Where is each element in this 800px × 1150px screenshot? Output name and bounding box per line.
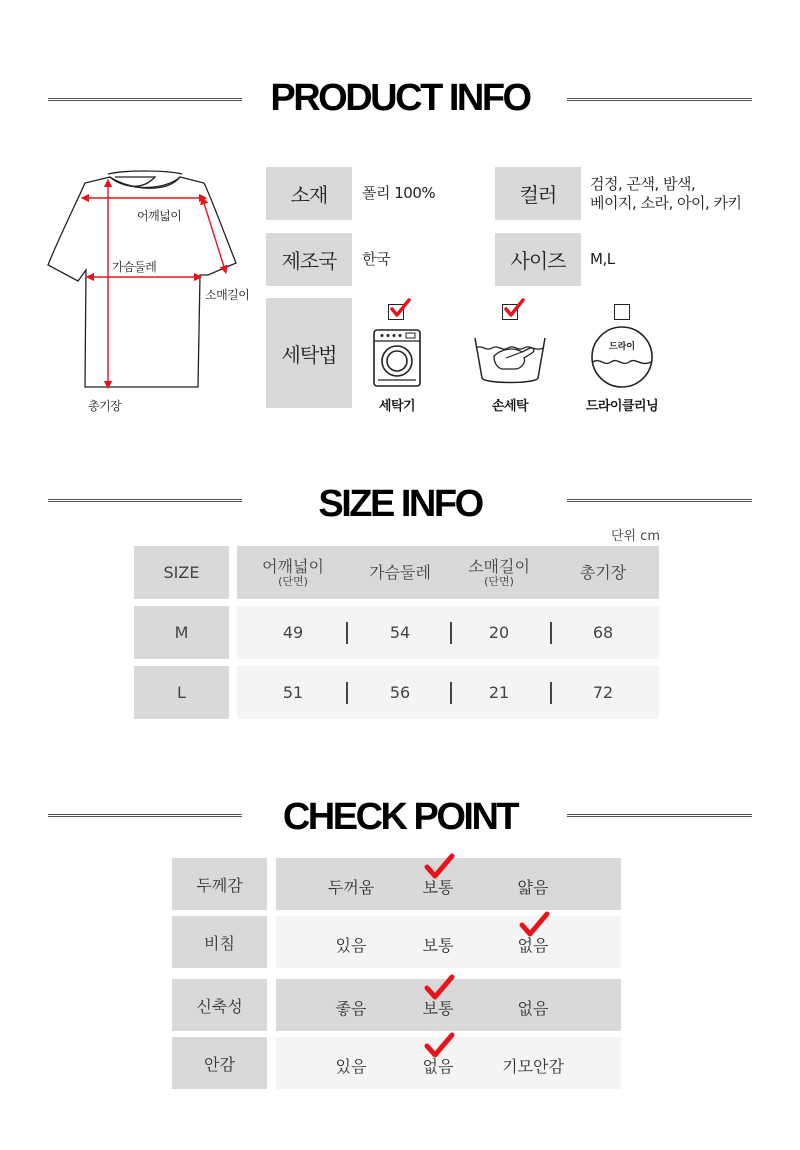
wash-checkbox-dry[interactable] [614, 304, 630, 320]
value-material: 폴리 100% [362, 184, 436, 202]
size-header-size: SIZE [163, 562, 200, 582]
header-rule-right [567, 814, 752, 817]
header-rule-right [567, 98, 752, 101]
value-color: 검정, 곤색, 밤색, 베이지, 소라, 아이, 카키 [590, 174, 742, 212]
column-divider [550, 682, 552, 704]
product-info-title: PRODUCT INFO [270, 77, 530, 119]
column-divider [550, 622, 552, 644]
check-label: 두께감 [172, 858, 267, 910]
diagram-label-sleeve: 소매길이 [205, 288, 250, 302]
check-option[interactable]: 좋음 [335, 999, 367, 1018]
size-row-m-shoulder: 49 [282, 623, 304, 642]
check-option[interactable]: 없음 [517, 999, 549, 1018]
check-option[interactable]: 보통 [422, 936, 454, 955]
column-divider [346, 622, 348, 644]
value-origin: 한국 [362, 250, 390, 268]
hand-wash-icon [472, 334, 548, 386]
check-option[interactable]: 없음 [422, 1057, 454, 1076]
check-option[interactable]: 보통 [422, 878, 454, 897]
check-option[interactable]: 보통 [422, 999, 454, 1018]
column-divider [450, 682, 452, 704]
check-label: 비침 [172, 916, 267, 968]
wash-caption-hand: 손세탁 [491, 399, 529, 414]
dry-clean-icon [587, 324, 657, 390]
label-material: 소재 [266, 167, 352, 220]
check-option[interactable]: 있음 [335, 1057, 367, 1076]
column-divider [346, 682, 348, 704]
value-size: M,L [590, 250, 615, 268]
check-option[interactable]: 얇음 [517, 878, 549, 897]
check-point-title: CHECK POINT [282, 796, 518, 838]
size-header-shoulder: 어깨넓이 (단면) [262, 557, 324, 588]
check-option[interactable]: 두꺼움 [327, 878, 375, 897]
washing-machine-icon [372, 328, 422, 388]
size-header-chest: 가슴둘레 [369, 562, 431, 582]
check-option[interactable]: 없음 [517, 936, 549, 955]
tshirt-diagram [40, 165, 270, 425]
wash-caption-dry: 드라이클리닝 [585, 399, 659, 414]
diagram-label-shoulder: 어깨넓이 [137, 209, 182, 223]
wash-caption-machine: 세탁기 [378, 399, 416, 414]
checkmark-icon [503, 298, 525, 318]
diagram-label-length: 총기장 [88, 399, 122, 413]
size-row-l-size: L [177, 683, 186, 702]
check-label: 신축성 [172, 979, 267, 1031]
size-row-m-sleeve: 20 [488, 623, 510, 642]
label-wash: 세탁법 [266, 298, 352, 408]
wash-option-hand [450, 298, 570, 413]
check-option[interactable]: 기모안감 [502, 1057, 564, 1076]
wash-option-machine [337, 298, 457, 413]
checkmark-icon [518, 911, 550, 941]
checkmark-icon [423, 853, 455, 883]
check-point-header [0, 788, 800, 848]
size-row-m-chest: 54 [389, 623, 411, 642]
checkmark-icon [389, 298, 411, 318]
check-option[interactable]: 있음 [335, 936, 367, 955]
size-row-l-shoulder: 51 [282, 683, 304, 702]
wash-option-dry [562, 298, 682, 413]
header-rule-right [567, 499, 752, 502]
size-header-length: 총기장 [579, 562, 627, 582]
column-divider [450, 622, 452, 644]
check-label: 안감 [172, 1037, 267, 1089]
product-info-header [0, 72, 800, 132]
size-info-title: SIZE INFO [318, 483, 482, 525]
diagram-label-chest: 가슴둘레 [112, 260, 157, 274]
size-info-header [0, 473, 800, 533]
size-header-sleeve: 소매길이 (단면) [468, 557, 530, 588]
size-row-l-length: 72 [592, 683, 614, 702]
label-origin: 제조국 [266, 233, 352, 286]
size-row-l-chest: 56 [389, 683, 411, 702]
checkmark-icon [423, 974, 455, 1004]
label-color: 컬러 [495, 167, 581, 220]
label-size: 사이즈 [495, 233, 581, 286]
size-row-l-sleeve: 21 [488, 683, 510, 702]
size-row-m-size: M [174, 623, 189, 642]
dry-clean-icon-text: 드라이 [608, 342, 636, 352]
checkmark-icon [423, 1032, 455, 1062]
size-unit: 단위 cm [610, 529, 660, 544]
size-row-m-length: 68 [592, 623, 614, 642]
